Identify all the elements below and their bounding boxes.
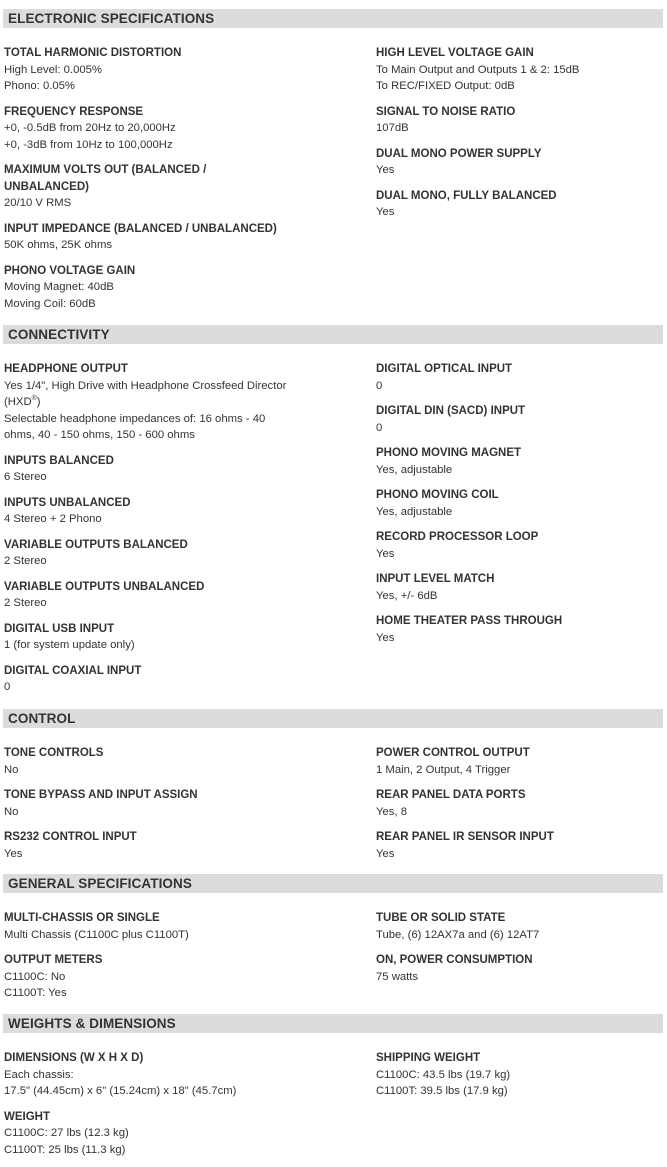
section-header-connectivity: CONNECTIVITY: [3, 325, 663, 344]
spec-title: PHONO VOLTAGE GAIN: [4, 264, 136, 277]
spec-rs232-control-input: [4, 829, 314, 862]
spec-inputs-balanced: [4, 453, 314, 486]
spec-phono-voltage-gain: [4, 263, 314, 313]
spec-value: Each chassis:: [4, 1068, 74, 1081]
section-header-weights-and-dimensions: WEIGHTS & DIMENSIONS: [3, 1014, 663, 1033]
spec-value: 0: [4, 681, 11, 693]
general-specs-right-column: [376, 910, 664, 994]
spec-value: 0: [376, 421, 383, 434]
spec-title: DIGITAL USB INPUT: [4, 622, 115, 635]
spec-title: RS232 CONTROL INPUT: [4, 831, 137, 843]
spec-digital-coaxial-input: [4, 663, 314, 696]
spec-title: PHONO MOVING MAGNET: [376, 447, 522, 459]
spec-tube-or-solid-state: [376, 910, 664, 943]
spec-value: Multi Chassis (C1100C plus C1100T): [4, 928, 189, 941]
spec-phono-moving-magnet: [376, 445, 664, 478]
spec-rear-panel-data-ports: [376, 787, 664, 820]
spec-title: RECORD PROCESSOR LOOP: [376, 531, 539, 543]
spec-dual-mono-fully-balanced: [376, 188, 664, 221]
spec-title: MAXIMUM VOLTS OUT (BALANCED / UNBALANCED): [4, 164, 207, 193]
spec-title: SIGNAL TO NOISE RATIO: [376, 105, 516, 118]
spec-title: INPUTS UNBALANCED: [4, 496, 131, 509]
spec-title: PHONO MOVING COIL: [376, 489, 499, 501]
spec-output-meters: [4, 952, 314, 1002]
spec-value: Moving Coil: 60dB: [4, 297, 96, 310]
spec-title: VARIABLE OUTPUTS BALANCED: [4, 538, 188, 551]
weights-left-column: [4, 1050, 314, 1167]
spec-record-processor-loop: [376, 529, 664, 562]
registered-mark: ®: [31, 395, 37, 403]
spec-title: DIGITAL COAXIAL INPUT: [4, 664, 142, 677]
spec-value: 50K ohms, 25K ohms: [4, 239, 113, 251]
spec-title: TONE BYPASS AND INPUT ASSIGN: [4, 789, 198, 801]
connectivity-left-column: [4, 361, 314, 705]
spec-value: 1 Main, 2 Output, 4 Trigger: [376, 763, 511, 776]
spec-title: REAR PANEL DATA PORTS: [376, 789, 526, 801]
spec-maximum-volts-out: [4, 162, 234, 212]
control-left-column: [4, 745, 314, 871]
spec-value: High Level: 0.005%: [4, 63, 102, 76]
spec-value: 75 watts: [376, 970, 419, 983]
spec-title: OUTPUT METERS: [4, 954, 103, 966]
spec-title: HEADPHONE OUTPUT: [4, 363, 128, 375]
spec-title: INPUT IMPEDANCE (BALANCED / UNBALANCED): [4, 222, 277, 235]
spec-title: HOME THEATER PASS THROUGH: [376, 615, 563, 627]
spec-value: Yes, +/- 6dB: [376, 589, 438, 602]
spec-dual-mono-power-supply: [376, 146, 664, 179]
spec-value: 1 (for system update only): [4, 639, 135, 651]
control-right-column: [376, 745, 664, 871]
spec-value: C1100T: 25 lbs (11.3 kg): [4, 1143, 126, 1156]
spec-value: Yes, adjustable: [376, 505, 453, 518]
spec-value: To Main Output and Outputs 1 & 2: 15dB: [376, 63, 580, 76]
spec-value: Yes 1/4", High Drive with Headphone Crossfeed Director (HXD®): [4, 379, 287, 408]
spec-value: Selectable headphone impedances of: 16 ohms - 40 ohms, 40 - 150 ohms, 150 - 600 ohms: [4, 412, 266, 441]
electronic-specs-right-column: [376, 45, 664, 230]
spec-value: C1100C: 43.5 lbs (19.7 kg): [376, 1068, 511, 1081]
spec-tone-controls: [4, 745, 314, 778]
spec-title: TONE CONTROLS: [4, 747, 104, 759]
spec-value: +0, -0.5dB from 20Hz to 20,000Hz: [4, 122, 176, 134]
spec-input-impedance: [4, 221, 314, 254]
spec-value: 2 Stereo: [4, 555, 47, 567]
spec-multi-chassis-or-single: [4, 910, 314, 943]
spec-value: 4 Stereo + 2 Phono: [4, 513, 102, 525]
spec-title: REAR PANEL IR SENSOR INPUT: [376, 831, 554, 843]
spec-value: Yes, adjustable: [376, 463, 453, 476]
spec-headphone-output: [4, 361, 289, 444]
spec-title: DIGITAL DIN (SACD) INPUT: [376, 405, 526, 417]
spec-value: C1100T: Yes: [4, 987, 67, 999]
spec-phono-moving-coil: [376, 487, 664, 520]
spec-value: 107dB: [376, 122, 409, 134]
spec-title: TUBE OR SOLID STATE: [376, 912, 506, 924]
spec-variable-outputs-unbalanced: [4, 579, 314, 612]
spec-value: To REC/FIXED Output: 0dB: [376, 80, 515, 92]
spec-value: 0: [376, 379, 383, 392]
general-specs-left-column: [4, 910, 314, 1011]
spec-value: Moving Magnet: 40dB: [4, 281, 114, 293]
spec-title: DIGITAL OPTICAL INPUT: [376, 363, 513, 375]
spec-value: Tube, (6) 12AX7a and (6) 12AT7: [376, 928, 540, 941]
spec-tone-bypass-and-input-assign: [4, 787, 314, 820]
spec-value: C1100C: No: [4, 970, 66, 983]
spec-digital-din-input: [376, 403, 664, 436]
spec-value: C1100T: 39.5 lbs (17.9 kg): [376, 1085, 508, 1097]
spec-total-harmonic-distortion: [4, 45, 314, 95]
spec-on-power-consumption: [376, 952, 664, 985]
spec-title: SHIPPING WEIGHT: [376, 1052, 481, 1064]
spec-frequency-response: [4, 104, 314, 154]
spec-value: Yes: [376, 631, 395, 644]
spec-high-level-voltage-gain: [376, 45, 664, 95]
spec-title: TOTAL HARMONIC DISTORTION: [4, 47, 182, 59]
spec-title: VARIABLE OUTPUTS UNBALANCED: [4, 580, 205, 593]
spec-value: 6 Stereo: [4, 471, 47, 483]
spec-title: POWER CONTROL OUTPUT: [376, 747, 530, 759]
spec-title: FREQUENCY RESPONSE: [4, 105, 144, 118]
spec-title: DIMENSIONS (W X H X D): [4, 1052, 144, 1064]
spec-home-theater-pass-through: [376, 613, 664, 646]
spec-value: Yes: [376, 547, 395, 560]
spec-digital-usb-input: [4, 621, 314, 654]
spec-input-level-match: [376, 571, 664, 604]
spec-title: INPUT LEVEL MATCH: [376, 573, 495, 585]
spec-value: Phono: 0.05%: [4, 80, 75, 92]
spec-shipping-weight: [376, 1050, 664, 1100]
spec-title: DUAL MONO, FULLY BALANCED: [376, 189, 557, 202]
spec-value: +0, -3dB from 10Hz to 100,000Hz: [4, 138, 173, 151]
spec-value: 20/10 V RMS: [4, 197, 72, 209]
electronic-specs-left-column: [4, 45, 314, 321]
spec-value: Yes: [4, 847, 23, 860]
spec-title: DUAL MONO POWER SUPPLY: [376, 147, 542, 160]
connectivity-right-column: [376, 361, 664, 655]
section-header-control: CONTROL: [3, 709, 663, 728]
spec-value: No: [4, 805, 19, 818]
spec-title: INPUTS BALANCED: [4, 454, 114, 467]
spec-value: C1100C: 27 lbs (12.3 kg): [4, 1127, 129, 1139]
spec-title: HIGH LEVEL VOLTAGE GAIN: [376, 47, 534, 59]
spec-title: ON, POWER CONSUMPTION: [376, 954, 533, 966]
spec-value: 17.5" (44.45cm) x 6" (15.24cm) x 18" (45.7cm): [4, 1085, 237, 1097]
spec-power-control-output: [376, 745, 664, 778]
weights-right-column: [376, 1050, 664, 1109]
section-header-electronic-specifications: ELECTRONIC SPECIFICATIONS: [3, 9, 663, 28]
spec-signal-to-noise-ratio: [376, 104, 664, 137]
spec-value: 2 Stereo: [4, 597, 47, 609]
spec-weight: [4, 1109, 314, 1159]
spec-value: Yes: [376, 847, 395, 860]
spec-title: MULTI-CHASSIS OR SINGLE: [4, 912, 160, 924]
spec-digital-optical-input: [376, 361, 664, 394]
section-header-general-specifications: GENERAL SPECIFICATIONS: [3, 874, 663, 893]
spec-value: Yes, 8: [376, 805, 407, 818]
spec-value: Yes: [376, 164, 395, 176]
spec-variable-outputs-balanced: [4, 537, 314, 570]
spec-value: No: [4, 763, 19, 776]
spec-value: Yes: [376, 206, 395, 218]
spec-rear-panel-ir-sensor-input: [376, 829, 664, 862]
spec-inputs-unbalanced: [4, 495, 314, 528]
spec-dimensions: [4, 1050, 314, 1100]
spec-title: WEIGHT: [4, 1110, 50, 1123]
